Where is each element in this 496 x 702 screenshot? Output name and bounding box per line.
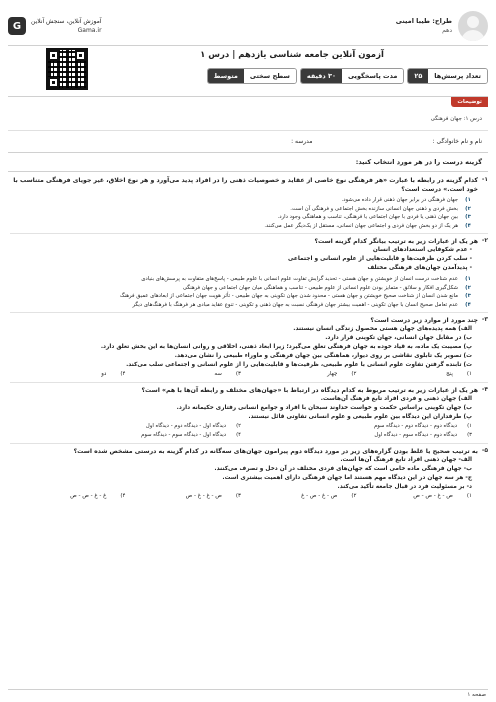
questions-count: تعداد پرسش‌ها ۲۵ <box>407 68 488 84</box>
options-row <box>10 492 478 501</box>
brand-logo-icon: G <box>8 17 26 35</box>
option-4[interactable]: ۴) دو <box>101 371 126 377</box>
options-grid <box>10 422 478 440</box>
statement: ث) تابنده گرفتن تفاوت علوم انسانی با علوم طبیعی، ظرفیت‌ها و قابلیت‌هایی را از علوم انسانی و اجتماعی سلب می‌کند. <box>126 362 472 368</box>
question-number: ۱- <box>481 176 488 183</box>
divider <box>8 130 488 131</box>
statement: ب) جهان تکوینی براساس حکمت و خواست خداوند سبحان با افراد و جوامع انسانی رفتاری حکیمانه دارد. <box>176 405 472 411</box>
statement: پ) طرفداران این دیدگاه بین علوم طبیعی و علوم انسانی تفاوتی قائل نیستند. <box>248 414 472 420</box>
exam-info-bar <box>207 68 488 84</box>
school-field[interactable]: مدرسه : <box>291 138 313 145</box>
option-1[interactable]: ۱) پنج <box>446 371 472 377</box>
brand-name: آموزش آنلاین، سنجش آنلاین <box>31 18 102 25</box>
divider <box>10 382 488 383</box>
option-4[interactable]: ۴) غ - غ - ص - ص <box>70 493 126 499</box>
option-2[interactable]: ۲) بخش فردی و ذهنی جهان انسانی سازنده بخش اجتماعی و فرهنگی آن است. <box>290 205 471 212</box>
statement: ب- جهان فرهنگی ماده خامی است که جهان‌های فردی مختلف در آن دخل و تصرف می‌کنند. <box>214 466 472 472</box>
divider <box>10 443 488 444</box>
question-number: ۳- <box>481 316 488 323</box>
statement: - سلب کردن ظرفیت‌ها و قابلیت‌هایی از علوم انسانی و اجتماعی <box>288 256 472 262</box>
question-number: ۲- <box>481 237 488 244</box>
statement: الف- جهان ذهنی افراد تابع فرهنگ آن‌ها است. <box>340 457 472 463</box>
question-text: هر یک از عبارات زیر به ترتیب بیانگر کدام گزینه است؟ <box>314 238 478 245</box>
question-number: ۴- <box>481 386 488 393</box>
student-info-row <box>8 138 482 145</box>
option-3[interactable]: ۳) مانع شدن انسان از شناخت صحیح خویشتن و جهان هستی - محدود شدن جهان تکوینی به جهان طبیعی - تأثر هویت جهان اجتماعی از ابعادهای عمیق فرهنگ <box>119 293 471 299</box>
statement: الف) جهان ذهنی و فردی افراد تابع فرهنگ آن‌هاست. <box>320 396 472 402</box>
option-4[interactable]: ۴) دیدگاه اول - دیدگاه سوم - دیدگاه سوم <box>141 432 241 438</box>
question-5 <box>10 447 488 501</box>
option-4[interactable]: ۴) عدم تعامل صحیح انسان با جهان تکوینی - اهمیت بیشتر جهان فرهنگی نسبت به جهان ذهنی و تکوینی - تنوع عقاید مبادی هر فرهنگ با فرهنگ‌های دیگر <box>132 301 471 308</box>
option-3[interactable]: ۳) ص - غ - غ - ص <box>185 493 241 499</box>
question-number: ۵- <box>481 447 488 454</box>
statement: - پدیدآمدن جهان‌های فرهنگی مختلف <box>367 265 472 271</box>
divider <box>10 233 488 234</box>
divider <box>8 689 488 690</box>
option-2[interactable]: ۲) شکل‌گیری افکار و سلائق - متمایز بودن علوم انسانی از علوم طبیعی - تناسب و هماهنگی میان جهان اجتماعی و جهان فرهنگی <box>182 284 471 291</box>
divider <box>8 152 488 153</box>
student-name-field[interactable]: نام و نام خانوادگی : <box>432 138 482 145</box>
question-text: کدام گزینه در رابطه با عبارت «هر فرهنگی نوع خاصی از عقاید و خصوصیات ذهنی را در افراد پدید می‌آورد و هر نوع اخلاق، غیر جویای فرهنگی متناسب با خود است.» درست است؟ <box>13 177 478 193</box>
section-title: گزینه درست را در هر مورد انتخاب کنید: <box>355 158 482 166</box>
option-2[interactable]: ۲) ص - غ - ص - غ <box>301 493 357 499</box>
statement: ج- هر سه جهان در این دیدگاه مهم هستند اما جهان فرهنگی دارای اهمیت بیشتری است. <box>222 475 472 481</box>
option-2[interactable]: ۲) دیدگاه اول - دیدگاه دوم - دیدگاه اول <box>145 423 241 429</box>
designer-name: طراح: طیبا امینی <box>395 17 452 25</box>
option-3[interactable]: ۳) بین جهان ذهنی یا فردی با جهان اجتماعی یا فرهنگی، تناسب و هماهنگی وجود دارد. <box>277 214 471 220</box>
question-1 <box>10 176 488 230</box>
designer-info <box>396 11 488 41</box>
option-3[interactable]: ۳) دیدگاه دوم - دیدگاه سوم - دیدگاه اول <box>374 432 472 438</box>
exam-duration: مدت پاسخگویی ۳۰ دقیقه <box>300 68 404 84</box>
divider <box>8 45 488 46</box>
qr-code-icon <box>46 48 88 90</box>
statement: د- بر مسئولیت فرد در قبال جامعه تأکید می‌کند. <box>337 484 472 490</box>
statement: الف) همه پدیده‌های جهان هستی محصول زندگی انسان نیستند. <box>293 326 472 332</box>
statement: پ) مصیبت یک ماده، به قیاد خوده به جهان فرهنگی تعلق می‌گیرد؛ زیرا ابعاد ذهنی، اخلاقی و روانی انسان‌ها به این بخش تعلق دارد. <box>100 344 472 350</box>
question-3 <box>10 316 488 379</box>
page-header <box>8 8 488 44</box>
exam-title: آزمون آنلاین جامعه شناسی یازدهم | درس ۱ <box>200 50 384 60</box>
page-number: صفحه ۱ <box>467 692 486 698</box>
questions-list <box>10 176 488 501</box>
question-2 <box>10 237 488 309</box>
divider <box>8 96 488 97</box>
divider <box>8 171 488 172</box>
question-4 <box>10 386 488 440</box>
brand-site[interactable]: Gama.ir <box>77 27 102 34</box>
divider <box>10 312 488 313</box>
avatar <box>458 11 488 41</box>
statement: ت) تصویر یک تابلوی نقاشی بر روی دیوار، هماهنگی بین جهان فرهنگی و ماوراء طبیعی را نشان می‌دهد. <box>174 353 472 359</box>
question-text: چند مورد از موارد زیر درست است؟ <box>370 317 478 324</box>
difficulty-level: سطح سختی متوسط <box>207 68 297 84</box>
statement: ب) در مقابل جهان انسانی، جهان تکوینی قرار دارد. <box>325 335 472 341</box>
option-1[interactable]: ۱) ص - غ - ص - ص <box>413 493 472 499</box>
grade-label: دهم <box>442 27 452 34</box>
brand[interactable] <box>8 17 102 35</box>
option-1[interactable]: ۱) جهان فرهنگی در برابر جهان ذهنی قرار داده می‌شود. <box>341 197 471 203</box>
question-text: هر یک از عبارات زیر به ترتیب مربوط به کدام دیدگاه در ارتباط با «جهان‌های مختلف و رابطه آن‌ها با هم» است؟ <box>141 387 478 394</box>
topic-label: درس ۱: جهان فرهنگی <box>430 116 482 122</box>
statement: - عدم شکوفایی استعدادهای انسان <box>372 247 472 253</box>
topic-tag: توضیحات <box>451 97 488 107</box>
option-4[interactable]: ۴) هر یک از دو بخش جهان فردی و اجتماعی جهان انسانی، مستقل از یک‌دیگر عمل می‌کنند. <box>264 222 471 229</box>
option-2[interactable]: ۲) چهار <box>327 371 357 377</box>
option-1[interactable]: ۱) دیدگاه دوم - دیدگاه دوم - دیدگاه سوم <box>374 423 472 429</box>
option-1[interactable]: ۱) عدم شناخت درست انسان از خویشتن و جهان هستی - تحدید گرایش تفاوت علوم انسانی با علوم طبیعی - پاسخ‌های متفاوت به پرسش‌های بنیادی <box>141 276 471 282</box>
option-3[interactable]: ۳) سه <box>214 371 241 377</box>
options-row <box>10 370 478 379</box>
question-text: به ترتیب صحیح یا غلط بودن گزاره‌های زیر در مورد دیدگاه دوم پیرامون جهان‌های سه‌گانه در کدام گزینه به درستی مشخص شده است؟ <box>73 448 478 455</box>
